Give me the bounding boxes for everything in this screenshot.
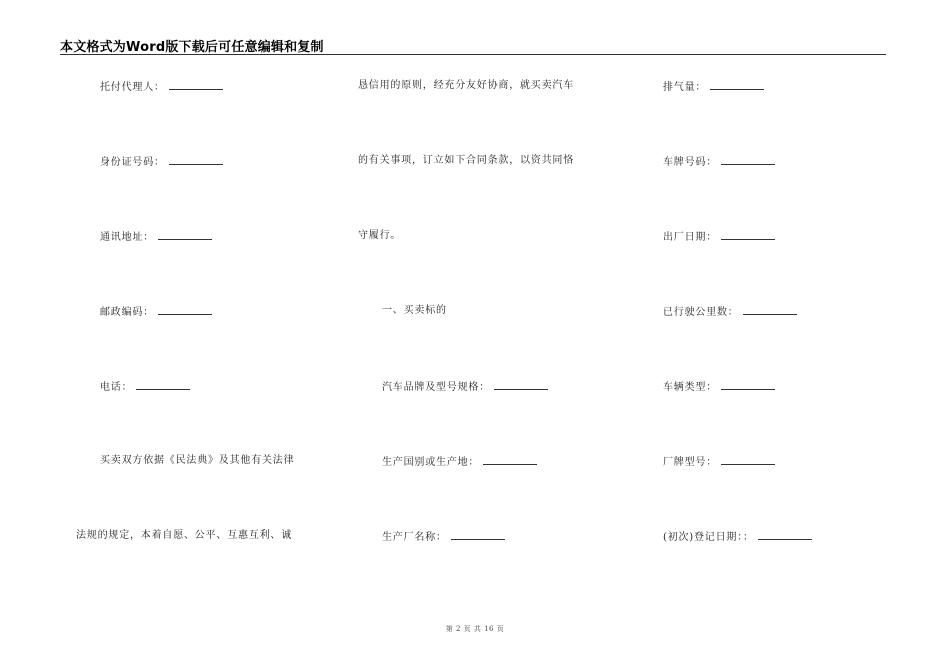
label-postcode: 邮政编码：: [100, 307, 154, 318]
blank-car-brand-model: [494, 380, 548, 390]
line-origin-country: [382, 455, 537, 469]
label-vehicle-type: 车辆类型：: [663, 382, 717, 393]
label-plate-number: 车牌号码：: [663, 157, 717, 168]
label-car-brand-model: 汽车品牌及型号规格：: [382, 382, 490, 393]
label-displacement: 排气量：: [663, 82, 707, 93]
line-vehicle-type: [663, 380, 775, 394]
blank-address: [158, 230, 212, 240]
label-address: 通讯地址：: [100, 232, 154, 243]
document-header-title: 本文格式为Word版下载后可任意编辑和复制: [60, 40, 324, 55]
label-origin-country: 生产国别或生产地：: [382, 457, 480, 468]
blank-manufacturer: [451, 530, 505, 540]
blank-origin-country: [483, 455, 537, 465]
line-address: [100, 230, 212, 244]
blank-id-number: [169, 155, 223, 165]
line-agent: [100, 80, 223, 94]
blank-displacement: [710, 80, 764, 90]
paragraph-line-4: 的有关事项，订立如下合同条款，以资共同恪: [358, 155, 574, 166]
paragraph-line-1: 买卖双方依据《民法典》及其他有关法律: [100, 455, 295, 466]
label-registration-date: (初次)登记日期：：: [663, 532, 754, 543]
line-mileage: [663, 305, 797, 319]
blank-phone: [136, 380, 190, 390]
label-phone: 电话：: [100, 382, 133, 393]
blank-agent: [169, 80, 223, 90]
line-phone: [100, 380, 190, 394]
label-brand-model-no: 厂牌型号：: [663, 457, 717, 468]
label-mileage: 已行驶公里数：: [663, 307, 739, 318]
blank-vehicle-type: [721, 380, 775, 390]
label-manufacturer: 生产厂名称：: [382, 532, 447, 543]
blank-registration-date: [758, 530, 812, 540]
paragraph-line-2: 法规的规定，本着自愿、公平、互惠互利、诚: [76, 530, 292, 541]
line-plate-number: [663, 155, 775, 169]
line-displacement: [663, 80, 764, 94]
blank-plate-number: [721, 155, 775, 165]
blank-postcode: [158, 305, 212, 315]
blank-factory-date: [721, 230, 775, 240]
line-manufacturer: [382, 530, 505, 544]
line-id-number: [100, 155, 223, 169]
line-factory-date: [663, 230, 775, 244]
label-factory-date: 出厂日期：: [663, 232, 717, 243]
label-id-number: 身份证号码：: [100, 157, 165, 168]
line-registration-date: [663, 530, 812, 544]
page-number: 第 2 页 共 16 页: [445, 625, 505, 633]
paragraph-line-5: 守履行。: [358, 230, 402, 241]
section-heading-subject: 一、买卖标的: [382, 305, 447, 316]
line-brand-model-no: [663, 455, 775, 469]
line-postcode: [100, 305, 212, 319]
header-divider: [60, 54, 886, 55]
blank-brand-model-no: [721, 455, 775, 465]
paragraph-line-3: 恳信用的原则，经充分友好协商，就买卖汽车: [358, 80, 574, 91]
label-agent: 托付代理人：: [100, 82, 165, 93]
line-car-brand-model: [382, 380, 548, 394]
blank-mileage: [743, 305, 797, 315]
